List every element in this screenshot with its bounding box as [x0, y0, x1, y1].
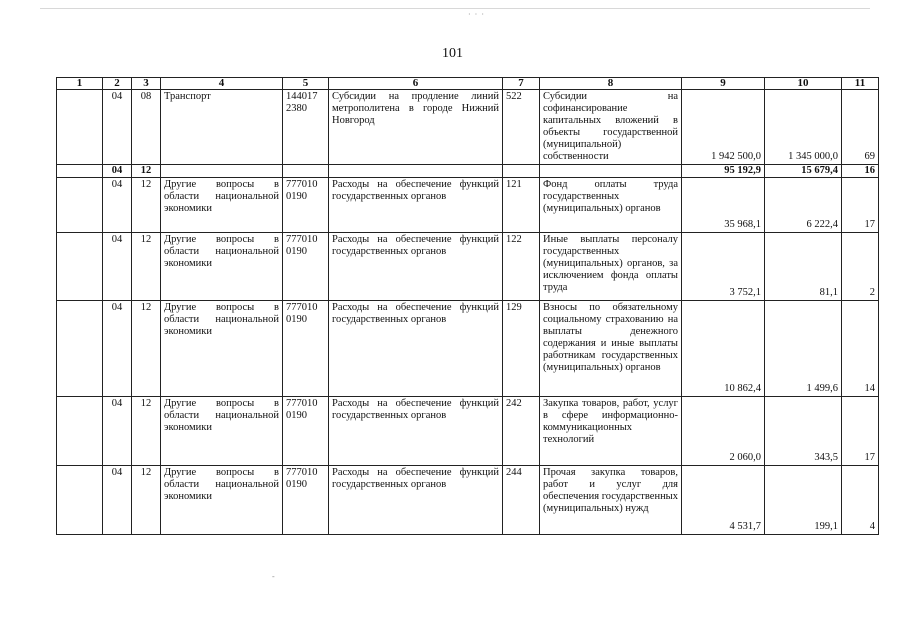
- cell-percent: 16: [842, 165, 879, 178]
- cell-amount-plan: 1 942 500,0: [682, 90, 765, 165]
- table-row: [57, 178, 879, 233]
- cell-amount-actual: 81,1: [765, 233, 842, 301]
- cell-subsection-name: Другие вопросы в области национальной экономики: [161, 233, 283, 301]
- scan-noise-mark: -: [272, 572, 275, 581]
- column-header: 3: [132, 78, 161, 90]
- cell-expense-name: Прочая закупка товаров, работ и услуг для обеспечения государственных (муниципальных) нужд: [540, 466, 682, 535]
- cell-expense-name: Закупка товаров, работ, услуг в сфере информационно-коммуникационных технологий: [540, 397, 682, 466]
- cell-amount-actual: 6 222,4: [765, 178, 842, 233]
- column-header: 6: [329, 78, 503, 90]
- scan-noise-mark: · · ·: [468, 10, 484, 19]
- cell-target-code: 777010 0190: [283, 397, 329, 466]
- cell-section: 04: [103, 233, 132, 301]
- cell-target-code: [283, 165, 329, 178]
- cell-section: 04: [103, 301, 132, 397]
- column-header: 2: [103, 78, 132, 90]
- cell-section: 04: [103, 165, 132, 178]
- cell-target-name: Расходы на обеспечение функций государственных органов: [329, 301, 503, 397]
- cell-expense-name: Взносы по обязательному социальному страхованию на выплаты денежного содержания и иные выплаты работникам государственных (муниципальных) органов: [540, 301, 682, 397]
- cell-target-name: Расходы на обеспечение функций государственных органов: [329, 466, 503, 535]
- cell-percent: 17: [842, 178, 879, 233]
- cell-target-code: 777010 0190: [283, 301, 329, 397]
- cell-expense-code: 122: [503, 233, 540, 301]
- cell-target-name: Расходы на обеспечение функций государственных органов: [329, 233, 503, 301]
- cell-target-name: [329, 165, 503, 178]
- subtotal-row: [57, 165, 879, 178]
- cell-target-code: 144017 2380: [283, 90, 329, 165]
- table-row: [57, 466, 879, 535]
- cell-section: 04: [103, 466, 132, 535]
- cell-col1: [57, 90, 103, 165]
- cell-subsection: 12: [132, 466, 161, 535]
- cell-expense-code: [503, 165, 540, 178]
- column-header: 8: [540, 78, 682, 90]
- cell-percent: 17: [842, 397, 879, 466]
- cell-col1: [57, 301, 103, 397]
- table-row: [57, 301, 879, 397]
- cell-section: 04: [103, 397, 132, 466]
- cell-amount-actual: 343,5: [765, 397, 842, 466]
- cell-col1: [57, 178, 103, 233]
- cell-percent: 14: [842, 301, 879, 397]
- cell-percent: 4: [842, 466, 879, 535]
- column-header: 11: [842, 78, 879, 90]
- column-header: 4: [161, 78, 283, 90]
- cell-subsection-name: Другие вопросы в области национальной экономики: [161, 178, 283, 233]
- cell-subsection-name: Другие вопросы в области национальной экономики: [161, 301, 283, 397]
- cell-expense-name: [540, 165, 682, 178]
- cell-subsection: 12: [132, 301, 161, 397]
- cell-amount-plan: 4 531,7: [682, 466, 765, 535]
- budget-table-container: [56, 77, 878, 535]
- column-header: 9: [682, 78, 765, 90]
- cell-subsection-name: Транспорт: [161, 90, 283, 165]
- table-row: [57, 233, 879, 301]
- cell-expense-code: 129: [503, 301, 540, 397]
- column-header: 1: [57, 78, 103, 90]
- cell-amount-plan: 10 862,4: [682, 301, 765, 397]
- cell-section: 04: [103, 178, 132, 233]
- cell-expense-name: Иные выплаты персоналу государственных (муниципальных) органов, за исключением фонда оплаты труда: [540, 233, 682, 301]
- cell-amount-actual: 1 499,6: [765, 301, 842, 397]
- cell-amount-plan: 2 060,0: [682, 397, 765, 466]
- column-header: 10: [765, 78, 842, 90]
- cell-target-code: 777010 0190: [283, 233, 329, 301]
- cell-subsection-name: Другие вопросы в области национальной экономики: [161, 466, 283, 535]
- cell-section: 04: [103, 90, 132, 165]
- table-row: [57, 90, 879, 165]
- cell-subsection-name: Другие вопросы в области национальной экономики: [161, 397, 283, 466]
- cell-amount-actual: 199,1: [765, 466, 842, 535]
- cell-subsection: 12: [132, 233, 161, 301]
- cell-subsection: 08: [132, 90, 161, 165]
- cell-target-name: Расходы на обеспечение функций государственных органов: [329, 397, 503, 466]
- cell-amount-plan: 35 968,1: [682, 178, 765, 233]
- cell-target-name: Расходы на обеспечение функций государственных органов: [329, 178, 503, 233]
- table-header-row: [57, 78, 879, 90]
- table-row: [57, 397, 879, 466]
- cell-percent: 69: [842, 90, 879, 165]
- cell-target-code: 777010 0190: [283, 178, 329, 233]
- cell-subsection: 12: [132, 397, 161, 466]
- scan-edge-line: [40, 8, 870, 9]
- cell-expense-code: 244: [503, 466, 540, 535]
- budget-table: [56, 77, 879, 535]
- cell-percent: 2: [842, 233, 879, 301]
- page-number: 101: [442, 46, 463, 61]
- cell-target-code: 777010 0190: [283, 466, 329, 535]
- cell-subsection-name: [161, 165, 283, 178]
- cell-amount-actual: 15 679,4: [765, 165, 842, 178]
- cell-col1: [57, 233, 103, 301]
- cell-subsection: 12: [132, 165, 161, 178]
- cell-expense-name: Фонд оплаты труда государственных (муниципальных) органов: [540, 178, 682, 233]
- cell-amount-actual: 1 345 000,0: [765, 90, 842, 165]
- cell-expense-name: Субсидии на софинансирование капитальных вложений в объекты государственной (муниципальной) собственности: [540, 90, 682, 165]
- column-header: 7: [503, 78, 540, 90]
- cell-col1: [57, 466, 103, 535]
- cell-target-name: Субсидии на продление линий метрополитена в городе Нижний Новгород: [329, 90, 503, 165]
- cell-amount-plan: 3 752,1: [682, 233, 765, 301]
- cell-expense-code: 522: [503, 90, 540, 165]
- cell-amount-plan: 95 192,9: [682, 165, 765, 178]
- cell-col1: [57, 397, 103, 466]
- cell-expense-code: 121: [503, 178, 540, 233]
- cell-subsection: 12: [132, 178, 161, 233]
- cell-col1: [57, 165, 103, 178]
- cell-expense-code: 242: [503, 397, 540, 466]
- column-header: 5: [283, 78, 329, 90]
